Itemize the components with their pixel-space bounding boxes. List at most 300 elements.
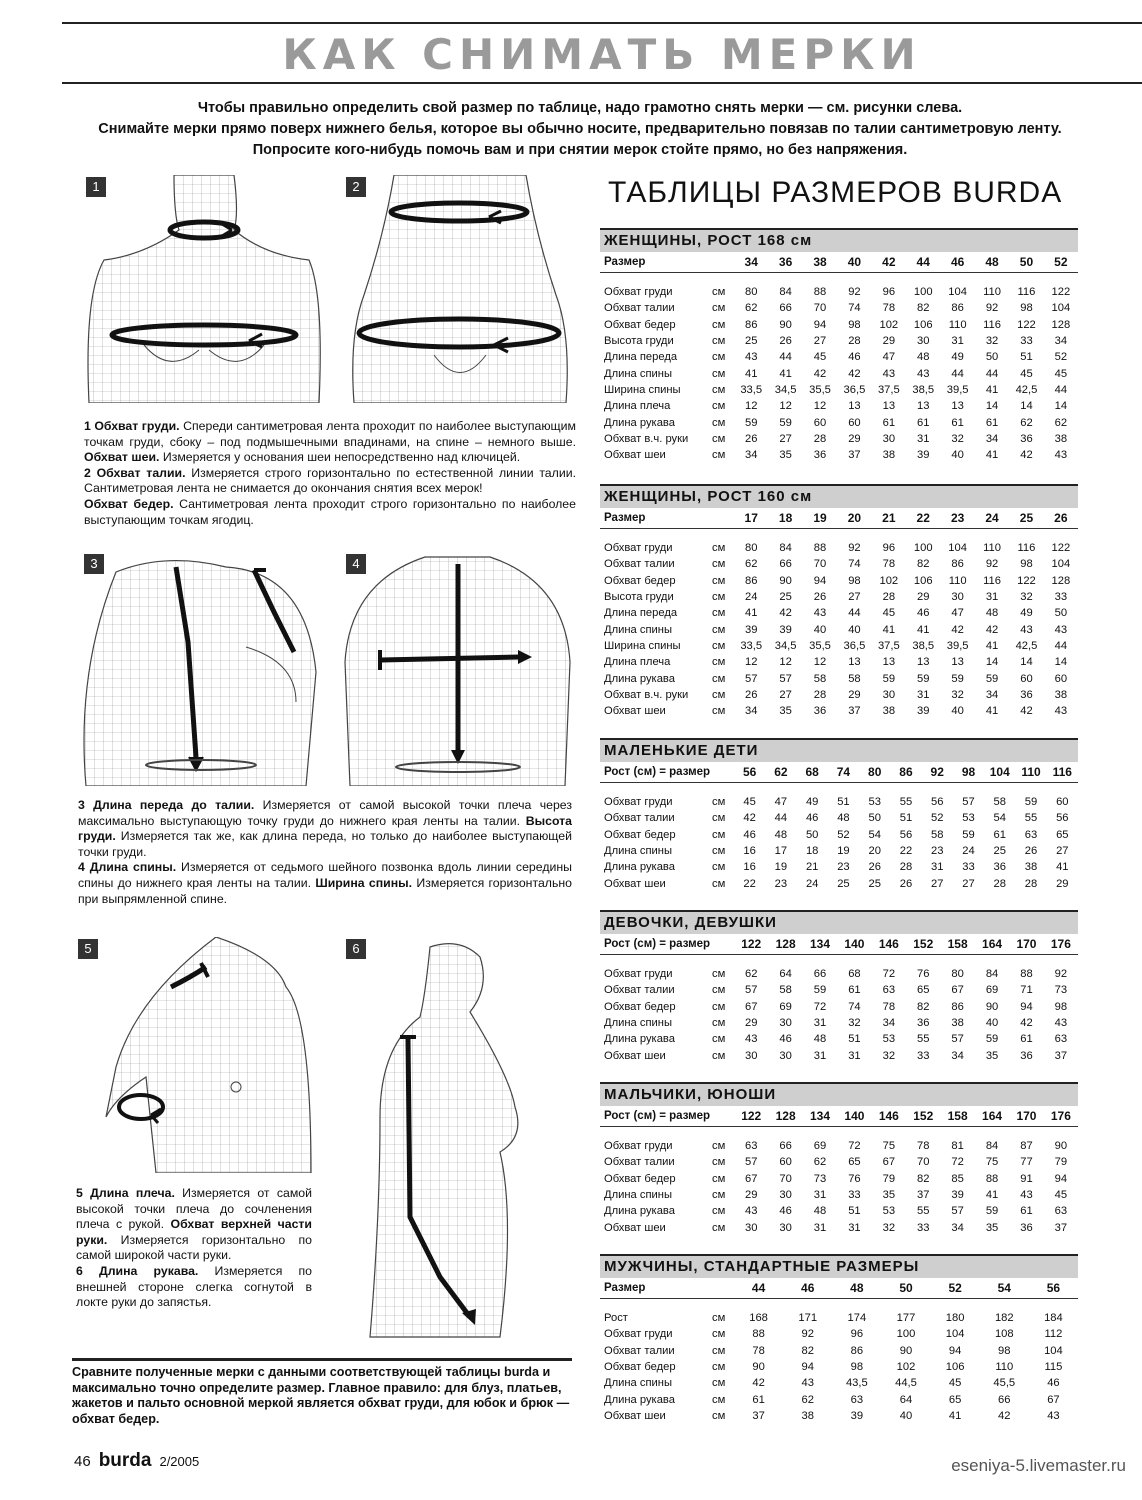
table-title: МАЛЕНЬКИЕ ДЕТИ (604, 742, 759, 759)
table-cell: 38,5 (912, 383, 935, 396)
table-cell: 40 (899, 1409, 913, 1422)
table-cell: 43 (813, 607, 827, 620)
table-cell: 128 (1051, 318, 1071, 331)
row-unit: см (712, 688, 726, 701)
table-cell: 78 (882, 1000, 896, 1013)
table-cell: 43 (1054, 705, 1068, 718)
row-unit: см (712, 861, 726, 874)
table-row (600, 398, 1078, 414)
table-cell: 41 (985, 383, 999, 396)
table-cell: 30 (882, 688, 896, 701)
table-cell: 122 (1017, 318, 1036, 331)
table-cell: 19 (837, 845, 850, 858)
table-cell: 60 (779, 1156, 792, 1169)
table-cell: 60 (1056, 796, 1069, 809)
size-header-cell: 164 (982, 1109, 1003, 1123)
table-cell: 16 (743, 845, 756, 858)
table-cell: 59 (813, 984, 827, 997)
table-cell: 28 (813, 688, 827, 701)
table-cell: 41 (744, 367, 758, 380)
size-header-cell: 36 (778, 255, 793, 269)
size-header-cell: 98 (961, 765, 976, 779)
table-cell: 104 (1051, 558, 1071, 571)
row-label: Обхват шеи (604, 1409, 666, 1422)
table-cell: 35,5 (809, 383, 831, 396)
table-cell: 52 (1054, 351, 1068, 364)
size-header-cell: 34 (744, 255, 758, 269)
row-unit: см (712, 1049, 726, 1062)
table-header-label: Размер (604, 1282, 646, 1294)
table-row (600, 843, 1078, 859)
table-cell: 20 (868, 845, 881, 858)
table-cell: 31 (813, 1221, 827, 1234)
table-cell: 22 (743, 877, 756, 890)
table-cell: 102 (896, 1361, 916, 1374)
table-cell: 122 (1017, 574, 1036, 587)
table-cell: 44,5 (895, 1377, 917, 1390)
figure-5-illustration (76, 937, 316, 1173)
table-cell: 38 (1024, 861, 1038, 874)
figure-number: 5 (78, 939, 98, 959)
table-cell: 86 (850, 1344, 864, 1357)
table-cell: 63 (1054, 1205, 1068, 1218)
table-row (600, 1203, 1078, 1219)
description-item (76, 1264, 312, 1311)
table-cell: 42 (779, 607, 792, 620)
figure-number: 1 (86, 177, 106, 197)
table-cell: 60 (1020, 672, 1033, 685)
table-cell: 104 (945, 1328, 965, 1341)
table-body (600, 1310, 1078, 1424)
table-cell: 13 (951, 656, 964, 669)
table-cell: 32 (951, 688, 964, 701)
table-cell: 30 (744, 1049, 758, 1062)
table-cell: 67 (882, 1156, 896, 1169)
table-row (600, 638, 1078, 654)
table-cell: 34 (744, 705, 758, 718)
figure-1-illustration (84, 175, 324, 403)
table-cell: 98 (1054, 1000, 1068, 1013)
table-cell: 41 (985, 1189, 999, 1202)
table-cell: 62 (744, 302, 758, 315)
table-row (600, 1187, 1078, 1203)
size-header-cell: 44 (751, 1281, 766, 1295)
table-cell: 41 (882, 623, 896, 636)
row-label: Обхват в.ч. руки (604, 432, 689, 445)
table-cell: 30 (917, 335, 930, 348)
table-cell: 47 (774, 796, 788, 809)
table-cell: 38 (801, 1409, 814, 1422)
table-cell: 30 (951, 591, 964, 604)
table-row (600, 1359, 1078, 1375)
row-label: Обхват талии (604, 1156, 675, 1169)
table-cell: 70 (917, 1156, 930, 1169)
size-table-women-160 (600, 484, 1078, 719)
row-label: Высота груди (604, 591, 674, 604)
table-cell: 28 (993, 877, 1006, 890)
row-label: Обхват груди (604, 286, 673, 299)
table-cell: 59 (744, 416, 758, 429)
table-row (600, 349, 1078, 365)
table-cell: 40 (951, 705, 964, 718)
figure-number: 4 (346, 554, 366, 574)
row-unit: см (712, 351, 726, 364)
table-cell: 72 (848, 1140, 861, 1153)
table-cell: 42 (813, 367, 827, 380)
row-label: Обхват груди (604, 796, 673, 809)
row-unit: см (712, 335, 726, 348)
table-cell: 79 (882, 1172, 896, 1185)
table-header-label: Рост (см) = размер (604, 1110, 711, 1122)
row-label: Длина спины (604, 623, 672, 636)
table-cell: 81 (951, 1140, 964, 1153)
table-cell: 34 (985, 688, 999, 701)
table-cell: 44 (848, 607, 861, 620)
size-header-cell: 140 (844, 937, 865, 951)
table-cell: 88 (1020, 968, 1033, 981)
size-header-cell: 134 (810, 937, 831, 951)
table-cell: 42 (1020, 449, 1033, 462)
row-label: Обхват груди (604, 968, 673, 981)
row-label: Обхват груди (604, 1328, 673, 1341)
table-row (600, 703, 1078, 719)
row-unit: см (712, 318, 726, 331)
measure-name: Обхват бедер. (84, 496, 174, 511)
size-header-cell: 152 (913, 937, 934, 951)
table-cell: 46 (848, 351, 861, 364)
table-cell: 28 (1024, 877, 1038, 890)
table-cell: 52 (931, 812, 944, 825)
table-cell: 59 (985, 1033, 999, 1046)
table-cell: 13 (848, 400, 861, 413)
table-cell: 29 (848, 688, 861, 701)
table-cell: 29 (848, 432, 861, 445)
table-cell: 110 (983, 286, 1001, 299)
table-cell: 13 (848, 656, 861, 669)
size-header-cell: 158 (947, 1109, 968, 1123)
table-row (600, 317, 1078, 333)
table-cell: 31 (813, 1017, 827, 1030)
table-cell: 35 (985, 1221, 999, 1234)
table-cell: 26 (744, 432, 758, 445)
table-cell: 13 (882, 400, 896, 413)
row-label: Обхват талии (604, 558, 675, 571)
row-unit: см (712, 623, 726, 636)
measure-text: Измеряется горизонтально при выпрямленной спине. (78, 875, 572, 906)
size-header-cell: 18 (778, 511, 793, 525)
table-cell: 43 (1054, 623, 1068, 636)
size-header-cell: 50 (1019, 255, 1034, 269)
table-cell: 86 (744, 574, 758, 587)
table-cell: 27 (1056, 845, 1069, 858)
figure-4-back-length (340, 552, 576, 786)
row-label: Длина переда (604, 607, 678, 620)
table-cell: 56 (1056, 812, 1069, 825)
table-cell: 84 (779, 542, 792, 555)
table-cell: 23 (774, 877, 788, 890)
table-cell: 110 (948, 574, 967, 587)
table-cell: 96 (850, 1328, 864, 1341)
table-cell: 84 (779, 286, 792, 299)
table-cell: 100 (913, 542, 933, 555)
size-header-cell: 170 (1016, 937, 1037, 951)
table-header-row (600, 252, 1078, 273)
row-unit: см (712, 558, 726, 571)
table-cell: 51 (837, 796, 850, 809)
table-header-label: Размер (604, 256, 646, 268)
row-label: Длина рукава (604, 672, 675, 685)
table-cell: 82 (917, 558, 930, 571)
table-cell: 37 (1054, 1049, 1068, 1062)
table-cell: 26 (744, 688, 758, 701)
table-cell: 174 (847, 1312, 867, 1325)
row-label: Обхват бедер (604, 1000, 676, 1013)
table-cell: 94 (801, 1361, 814, 1374)
table-cell: 58 (848, 672, 861, 685)
table-cell: 42 (1020, 705, 1033, 718)
figure-3-front-length (76, 552, 322, 786)
measure-text: Сантиметровая лента проходит строго горизонтально по наиболее выступающим точкам ягодиц. (84, 496, 576, 527)
size-header-cell: 52 (948, 1281, 962, 1295)
table-cell: 28 (813, 432, 827, 445)
description-item (76, 1186, 312, 1264)
table-cell: 42 (848, 367, 861, 380)
row-unit: см (712, 302, 726, 315)
size-header-cell: 176 (1050, 937, 1071, 951)
table-cell: 62 (1020, 416, 1033, 429)
table-cell: 50 (1054, 607, 1068, 620)
table-cell: 45 (948, 1377, 962, 1390)
table-cell: 13 (951, 400, 964, 413)
table-cell: 43 (1054, 449, 1068, 462)
table-cell: 78 (752, 1344, 765, 1357)
table-cell: 59 (985, 1205, 999, 1218)
row-unit: см (712, 1344, 726, 1357)
table-cell: 39 (951, 1189, 964, 1202)
table-cell: 62 (1054, 416, 1068, 429)
table-cell: 41 (985, 705, 999, 718)
table-cell: 79 (1054, 1156, 1068, 1169)
size-header-cell: 54 (997, 1281, 1011, 1295)
table-cell: 28 (882, 591, 896, 604)
table-cell: 37 (1054, 1221, 1068, 1234)
table-cell: 34 (985, 432, 999, 445)
table-cell: 61 (951, 416, 964, 429)
table-cell: 86 (951, 302, 964, 315)
table-cell: 69 (985, 984, 999, 997)
table-cell: 57 (951, 1205, 964, 1218)
table-cell: 41 (744, 607, 758, 620)
description-item (78, 798, 572, 860)
measure-name: 4 Длина спины. (78, 860, 177, 875)
page-number: 46 (74, 1453, 91, 1470)
size-header-cell: 19 (813, 511, 827, 525)
table-cell: 82 (917, 302, 930, 315)
table-cell: 40 (848, 623, 861, 636)
table-cell: 51 (848, 1033, 861, 1046)
row-label: Длина спины (604, 1017, 672, 1030)
table-row (600, 300, 1078, 316)
table-cell: 86 (951, 1000, 964, 1013)
table-cell: 36,5 (843, 639, 866, 652)
table-row (600, 1015, 1078, 1031)
row-unit: см (712, 1393, 726, 1406)
measure-text: Измеряется у основания шеи непосредственно над ключицей. (159, 450, 521, 465)
size-header-cell: 134 (810, 1109, 831, 1123)
row-unit: см (712, 672, 726, 685)
size-header-cell: 92 (930, 765, 944, 779)
row-unit: см (712, 607, 726, 620)
row-unit: см (712, 796, 726, 809)
table-cell: 39 (850, 1409, 864, 1422)
page-footer (74, 1450, 199, 1472)
row-label: Длина плеча (604, 656, 671, 669)
table-cell: 38 (1054, 432, 1068, 445)
table-cell: 29 (744, 1189, 758, 1202)
table-row (600, 382, 1078, 398)
row-label: Обхват талии (604, 812, 675, 825)
table-cell: 72 (951, 1156, 964, 1169)
table-cell: 25 (744, 335, 758, 348)
figure-6-sleeve-length (340, 937, 576, 1347)
table-cell: 55 (917, 1033, 930, 1046)
table-row (600, 859, 1078, 875)
table-cell: 70 (779, 1172, 792, 1185)
table-cell: 48 (813, 1205, 827, 1218)
table-cell: 94 (813, 318, 827, 331)
table-cell: 90 (779, 318, 792, 331)
row-label: Обхват шеи (604, 877, 666, 890)
intro-text (60, 98, 1100, 161)
table-cell: 36 (917, 1017, 930, 1030)
size-header-cell: 24 (985, 511, 999, 525)
table-cell: 36,5 (843, 383, 866, 396)
row-label: Обхват талии (604, 984, 675, 997)
table-cell: 47 (951, 607, 964, 620)
table-cell: 75 (882, 1140, 896, 1153)
table-cell: 12 (813, 400, 827, 413)
table-cell: 25 (868, 877, 881, 890)
table-cell: 60 (1054, 672, 1068, 685)
table-row (600, 556, 1078, 572)
row-unit: см (712, 383, 726, 396)
table-cell: 57 (951, 1033, 964, 1046)
row-unit: см (712, 1205, 726, 1218)
description-item (84, 419, 576, 466)
table-cell: 71 (1020, 984, 1033, 997)
table-cell: 42 (752, 1377, 765, 1390)
table-row (600, 1138, 1078, 1154)
table-cell: 66 (779, 1140, 792, 1153)
table-cell: 43 (1020, 1189, 1033, 1202)
table-header-row (600, 1106, 1078, 1127)
table-row (600, 540, 1078, 556)
table-row (600, 966, 1078, 982)
table-cell: 82 (801, 1344, 814, 1357)
table-cell: 39 (917, 449, 930, 462)
size-header-cell: 25 (1019, 511, 1034, 525)
table-cell: 24 (744, 591, 758, 604)
table-cell: 106 (913, 574, 933, 587)
measure-text: Измеряется от самой высокой точки плеча до сочленения плеча с рукой. (76, 1186, 312, 1232)
row-label: Обхват бедер (604, 1172, 676, 1185)
table-cell: 76 (848, 1172, 861, 1185)
row-unit: см (712, 449, 726, 462)
table-cell: 88 (985, 1172, 999, 1185)
row-unit: см (712, 542, 726, 555)
table-cell: 44 (951, 367, 964, 380)
table-title: МУЖЧИНЫ, СТАНДАРТНЫЕ РАЗМЕРЫ (604, 1258, 920, 1275)
table-cell: 36 (1020, 1221, 1033, 1234)
table-cell: 38 (882, 449, 896, 462)
table-cell: 43 (1047, 1409, 1060, 1422)
table-cell: 78 (917, 1140, 930, 1153)
table-cell: 102 (879, 318, 899, 331)
size-header-cell: 22 (916, 511, 930, 525)
table-cell: 45 (813, 351, 827, 364)
measure-name: 3 Длина переда до талии. (78, 798, 255, 812)
size-header-cell: 110 (1021, 765, 1041, 779)
table-cell: 33 (1054, 591, 1068, 604)
table-cell: 31 (951, 335, 964, 348)
row-label: Длина спины (604, 845, 672, 858)
table-cell: 59 (1024, 796, 1038, 809)
measure-text: Измеряется горизонтально по самой широкой части руки. (76, 1232, 312, 1263)
table-cell: 59 (779, 416, 792, 429)
table-cell: 34 (1054, 335, 1068, 348)
table-cell: 25 (837, 877, 850, 890)
measure-name: Высота груди. (78, 813, 573, 844)
table-cell: 42,5 (1015, 383, 1038, 396)
table-cell: 43 (1054, 1017, 1068, 1030)
row-unit: см (712, 1140, 726, 1153)
size-header-cell: 21 (882, 511, 896, 525)
table-cell: 86 (744, 318, 758, 331)
table-row (600, 1154, 1078, 1170)
table-cell: 50 (868, 812, 881, 825)
table-cell: 96 (882, 286, 896, 299)
table-cell: 58 (931, 828, 944, 841)
table-row (600, 333, 1078, 349)
table-cell: 30 (779, 1221, 792, 1234)
description-item (78, 860, 572, 907)
table-cell: 14 (1020, 656, 1033, 669)
size-header-cell: 56 (742, 765, 757, 779)
table-cell: 102 (879, 574, 899, 587)
table-cell: 29 (1056, 877, 1069, 890)
table-cell: 61 (993, 828, 1006, 841)
table-cell: 36 (1020, 432, 1033, 445)
measure-text: Измеряется строго горизонтально по естественной линии талии. Сантиметровая лента не снимается до окончания снятия всех мерок! (84, 465, 576, 496)
table-cell: 42,5 (1015, 639, 1038, 652)
table-cell: 110 (995, 1361, 1014, 1374)
size-header-cell: 80 (868, 765, 882, 779)
table-cell: 33,5 (740, 639, 763, 652)
table-cell: 110 (983, 542, 1001, 555)
size-header-cell: 104 (989, 765, 1010, 779)
table-cell: 98 (998, 1344, 1011, 1357)
table-cell: 43,5 (845, 1377, 868, 1390)
table-row (600, 875, 1078, 891)
figure-3-illustration (76, 552, 322, 786)
size-header-cell: 122 (741, 937, 762, 951)
table-cell: 33 (962, 861, 975, 874)
table-cell: 30 (744, 1221, 758, 1234)
table-row (600, 447, 1078, 463)
table-cell: 43 (744, 1033, 758, 1046)
table-cell: 26 (779, 335, 792, 348)
table-cell: 88 (813, 286, 827, 299)
